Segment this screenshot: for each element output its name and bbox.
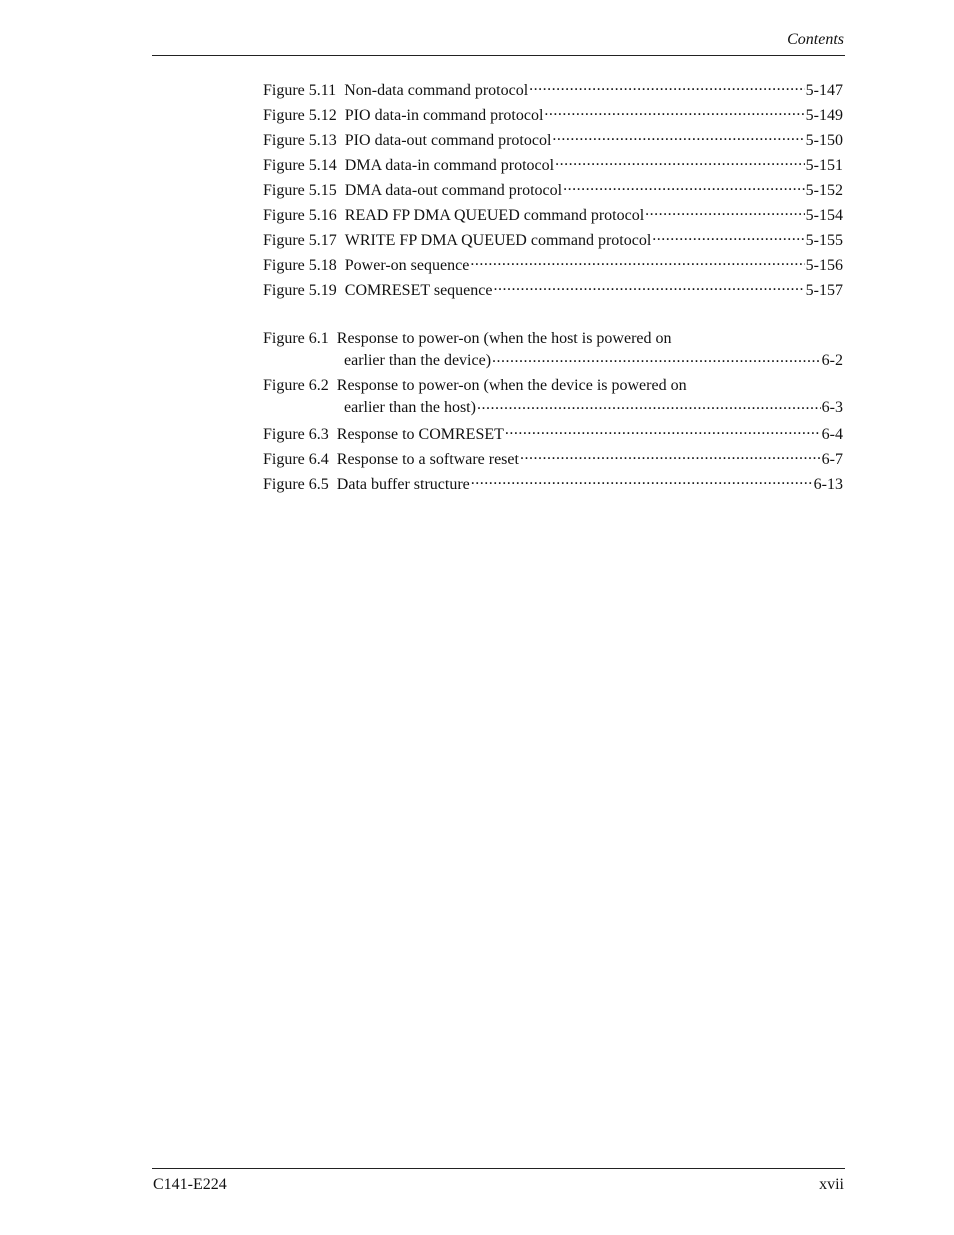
page-ref: 6-3 [821,399,843,416]
figure-title: Response to COMRESET [336,426,504,443]
figure-number: Figure 5.17 [263,232,337,249]
dot-leader [645,204,805,220]
figure-title: DMA data-in command protocol [344,157,555,174]
dot-leader [555,154,805,170]
page-ref: 5-149 [805,107,843,124]
figure-title: Power-on sequence [344,257,470,274]
dot-leader [477,396,821,412]
header-rule [152,55,845,56]
figure-number: Figure 6.4 [263,451,329,468]
figure-number: Figure 5.14 [263,157,337,174]
page-ref: 6-2 [821,352,843,369]
dot-leader [544,104,804,120]
page-ref: 5-151 [805,157,843,174]
dot-leader [652,229,804,245]
figure-title: Response to power-on (when the device is powered on [336,377,687,394]
toc-entry[interactable] [263,203,843,228]
figure-title: COMRESET sequence [344,282,493,299]
figure-title: PIO data-in command protocol [344,107,544,124]
toc-entry[interactable] [263,103,843,128]
figure-number: Figure 5.12 [263,107,337,124]
figure-number: Figure 5.15 [263,182,337,199]
page-ref: 5-147 [805,82,843,99]
dot-leader [529,79,805,95]
figure-title: PIO data-out command protocol [344,132,552,149]
figure-number: Figure 6.2 [263,377,329,394]
figure-number: Figure 6.5 [263,476,329,493]
figure-title-continued: earlier than the host) [344,399,476,416]
figure-number: Figure 6.1 [263,330,329,347]
figure-title-continued: earlier than the device) [344,352,492,369]
toc-entry[interactable] [263,128,843,153]
document-code: C141-E224 [153,1176,227,1193]
figure-title: DMA data-out command protocol [344,182,563,199]
toc-entry[interactable] [263,472,843,497]
figure-title: Response to power-on (when the host is powered on [336,330,672,347]
toc-entry[interactable] [263,447,843,472]
figure-number: Figure 5.18 [263,257,337,274]
toc-group-chapter-6 [263,328,843,497]
figure-number: Figure 5.13 [263,132,337,149]
page-ref: 5-154 [805,207,843,224]
toc-entry[interactable] [263,328,843,371]
figure-number: Figure 6.3 [263,426,329,443]
toc-entry[interactable] [263,228,843,253]
toc-entry[interactable] [263,375,843,418]
toc-entry[interactable] [263,178,843,203]
figure-title: Response to a software reset [336,451,519,468]
running-header: Contents [787,31,844,48]
list-of-figures [263,78,843,497]
figure-title: Non-data command protocol [344,82,529,99]
dot-leader [505,423,821,439]
dot-leader [563,179,805,195]
figure-number: Figure 5.16 [263,207,337,224]
toc-entry[interactable] [263,278,843,303]
dot-leader [492,349,821,365]
figure-title: WRITE FP DMA QUEUED command protocol [344,232,652,249]
page-ref: 5-152 [805,182,843,199]
toc-entry[interactable] [263,153,843,178]
figure-number: Figure 5.11 [263,82,337,99]
toc-group-chapter-5 [263,78,843,303]
page-ref: 5-157 [805,282,843,299]
page-ref: 6-13 [813,476,843,493]
page-ref: 5-150 [805,132,843,149]
footer-rule [152,1168,845,1169]
page-ref: 5-155 [805,232,843,249]
dot-leader [552,129,804,145]
toc-entry[interactable] [263,253,843,278]
figure-title: READ FP DMA QUEUED command protocol [344,207,645,224]
dot-leader [520,448,821,464]
page-ref: 6-7 [821,451,843,468]
figure-number: Figure 5.19 [263,282,337,299]
page-number: xvii [819,1176,844,1193]
toc-entry[interactable] [263,422,843,447]
dot-leader [470,254,804,270]
toc-entry[interactable] [263,78,843,103]
page-ref: 6-4 [821,426,843,443]
figure-title: Data buffer structure [336,476,470,493]
dot-leader [471,473,813,489]
page-ref: 5-156 [805,257,843,274]
dot-leader [493,279,804,295]
